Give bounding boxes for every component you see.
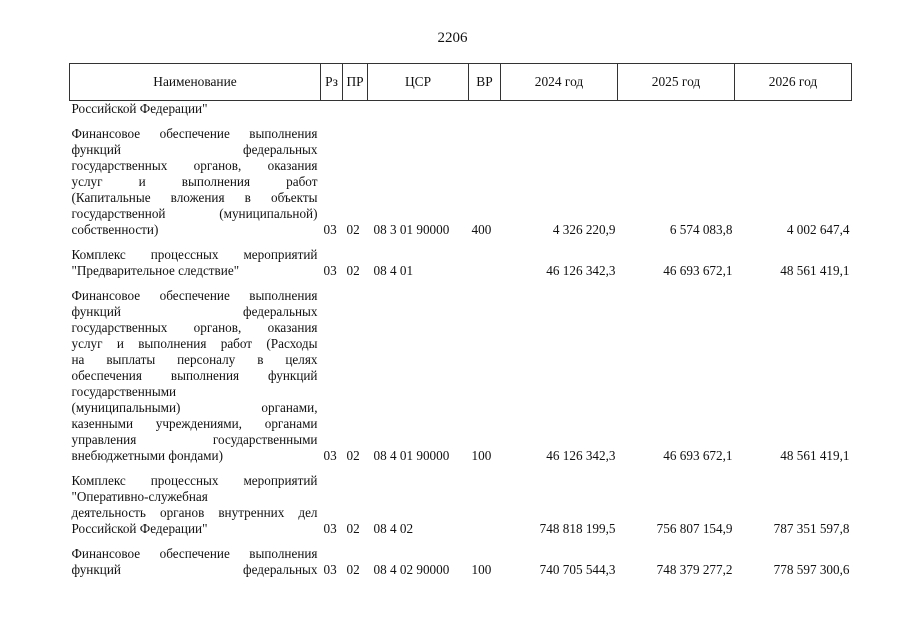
name-line: собственности) bbox=[71, 222, 159, 237]
cell-pr: 02 bbox=[346, 562, 360, 577]
cell-2025: 46 693 672,1 bbox=[663, 263, 733, 278]
cell-rz: 03 bbox=[323, 222, 337, 237]
cell-vr: 100 bbox=[471, 562, 492, 577]
row-name bbox=[70, 546, 321, 578]
cell-2025 bbox=[618, 101, 735, 118]
row-spacer bbox=[70, 238, 852, 247]
name-line: Комплекс процессных мероприятий bbox=[71, 473, 318, 488]
cell-pr bbox=[343, 101, 368, 118]
name-line: Российской Федерации" bbox=[71, 521, 208, 536]
name-line: (муниципальными) органами, bbox=[71, 400, 318, 415]
page-number: 2206 bbox=[437, 30, 468, 46]
row-spacer bbox=[70, 117, 852, 126]
name-line: (Капитальные вложения в объекты bbox=[71, 190, 318, 205]
name-line: на выплаты персоналу в целях bbox=[71, 352, 318, 367]
name-line: казенными учреждениями, органами bbox=[71, 416, 318, 431]
header-2026: 2026 год bbox=[735, 64, 852, 101]
table-body bbox=[70, 101, 852, 579]
cell-vr bbox=[469, 101, 501, 118]
name-line: "Предварительное следствие" bbox=[71, 263, 240, 278]
name-line: государственных органов, оказания bbox=[71, 158, 318, 173]
name-line: услуг и выполнения работ (Расходы bbox=[71, 336, 318, 351]
cell-2026: 787 351 597,8 bbox=[773, 521, 850, 536]
cell-2024: 46 126 342,3 bbox=[546, 263, 616, 278]
header-2025: 2025 год bbox=[618, 64, 735, 101]
cell-2025: 756 807 154,9 bbox=[656, 521, 733, 536]
row-spacer bbox=[70, 279, 852, 288]
name-line: Финансовое обеспечение выполнения bbox=[71, 126, 318, 141]
cell-2024: 4 326 220,9 bbox=[552, 222, 616, 237]
cell-csr bbox=[368, 101, 469, 118]
cell-2024: 748 818 199,5 bbox=[539, 521, 616, 536]
table-row bbox=[70, 247, 852, 279]
cell-2026: 48 561 419,1 bbox=[780, 448, 850, 463]
cell-vr bbox=[469, 247, 501, 279]
name-line: деятельность органов внутренних дел bbox=[71, 505, 318, 520]
cell-2026: 48 561 419,1 bbox=[780, 263, 850, 278]
cell-pr: 02 bbox=[346, 222, 360, 237]
name-line: управления государственными bbox=[71, 432, 318, 447]
table-row bbox=[70, 126, 852, 238]
cell-vr: 400 bbox=[471, 222, 492, 237]
cell-rz bbox=[321, 101, 343, 118]
header-rz: Рз bbox=[321, 64, 343, 101]
name-line: функций федеральных bbox=[71, 562, 318, 577]
row-spacer bbox=[70, 464, 852, 473]
name-line: Финансовое обеспечение выполнения bbox=[71, 288, 318, 303]
cell-rz: 03 bbox=[323, 263, 337, 278]
cell-2025: 748 379 277,2 bbox=[656, 562, 733, 577]
cell-2025: 6 574 083,8 bbox=[669, 222, 733, 237]
cell-rz: 03 bbox=[323, 562, 337, 577]
cell-pr: 02 bbox=[346, 448, 360, 463]
cell-csr: 08 4 01 bbox=[373, 263, 414, 278]
name-line: Комплекс процессных мероприятий bbox=[71, 247, 318, 262]
name-line: внебюджетными фондами) bbox=[71, 448, 223, 463]
table-row bbox=[70, 101, 852, 118]
cell-csr: 08 4 01 90000 bbox=[373, 448, 450, 463]
name-line: функций федеральных bbox=[71, 304, 318, 319]
header-pr: ПР bbox=[343, 64, 368, 101]
name-line: обеспечения выполнения функций bbox=[71, 368, 318, 383]
header-2024: 2024 год bbox=[501, 64, 618, 101]
budget-table bbox=[69, 63, 852, 578]
header-csr: ЦСР bbox=[368, 64, 469, 101]
cell-vr bbox=[469, 473, 501, 537]
cell-rz: 03 bbox=[323, 448, 337, 463]
cell-pr: 02 bbox=[346, 521, 360, 536]
cell-rz: 03 bbox=[323, 521, 337, 536]
header-name: Наименование bbox=[70, 64, 321, 101]
table-row bbox=[70, 546, 852, 578]
cell-2024: 46 126 342,3 bbox=[546, 448, 616, 463]
cell-2025: 46 693 672,1 bbox=[663, 448, 733, 463]
row-name bbox=[70, 288, 321, 464]
cell-pr: 02 bbox=[346, 263, 360, 278]
cell-2024: 740 705 544,3 bbox=[539, 562, 616, 577]
cell-2026 bbox=[735, 101, 852, 118]
row-name bbox=[70, 473, 321, 537]
row-name bbox=[70, 247, 321, 279]
table-row bbox=[70, 473, 852, 537]
cell-vr: 100 bbox=[471, 448, 492, 463]
cell-csr: 08 4 02 90000 bbox=[373, 562, 450, 577]
name-line: Российской Федерации" bbox=[71, 101, 208, 116]
name-line: государственных органов, оказания bbox=[71, 320, 318, 335]
table-row bbox=[70, 288, 852, 464]
name-line: государственными bbox=[71, 384, 177, 399]
cell-2024 bbox=[501, 101, 618, 118]
row-name bbox=[70, 101, 321, 118]
table-header bbox=[70, 64, 852, 101]
name-line: "Оперативно-служебная bbox=[71, 489, 208, 504]
name-line: Финансовое обеспечение выполнения bbox=[71, 546, 318, 561]
name-line: государственной (муниципальной) bbox=[71, 206, 318, 221]
row-name bbox=[70, 126, 321, 238]
cell-csr: 08 4 02 bbox=[373, 521, 414, 536]
header-vr: ВР bbox=[469, 64, 501, 101]
cell-2026: 4 002 647,4 bbox=[786, 222, 850, 237]
row-spacer bbox=[70, 537, 852, 546]
cell-2026: 778 597 300,6 bbox=[773, 562, 850, 577]
name-line: функций федеральных bbox=[71, 142, 318, 157]
name-line: услуг и выполнения работ bbox=[71, 174, 318, 189]
cell-csr: 08 3 01 90000 bbox=[373, 222, 450, 237]
